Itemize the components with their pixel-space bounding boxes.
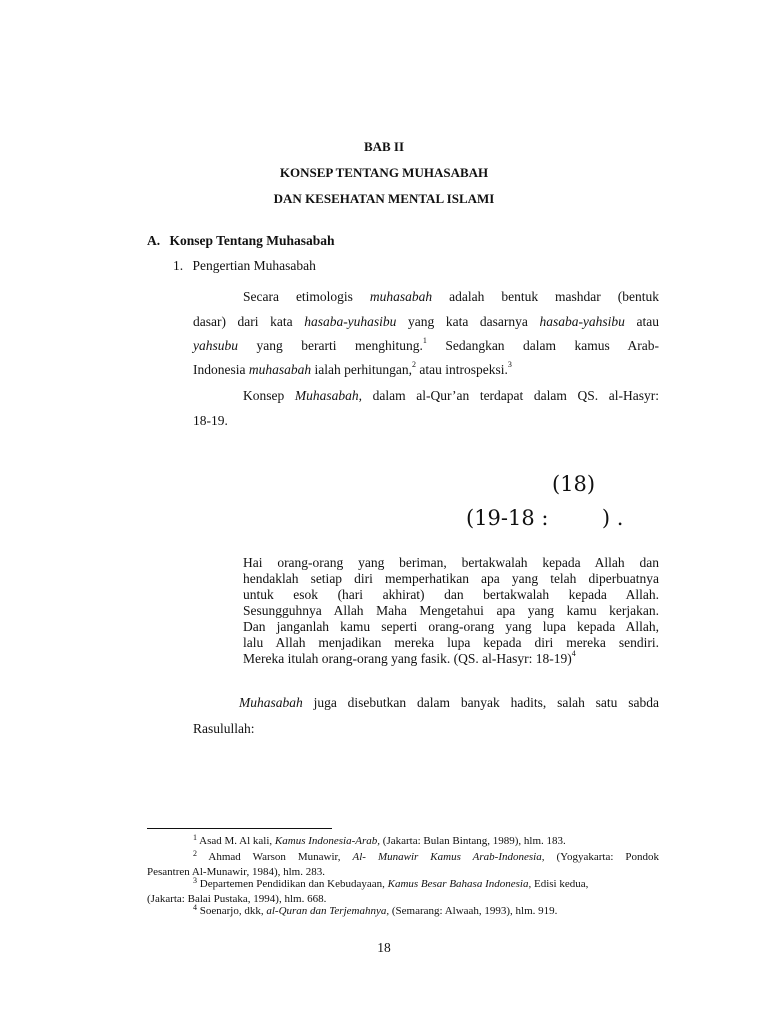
para3-line1: Muhasabah juga disebutkan dalam banyak hadits, salah satu sabda: [239, 695, 659, 710]
para1-line2: dasar) dari kata hasaba-yuhasibu yang kata dasarnya hasaba-yahsibu atau: [193, 314, 659, 329]
chapter-title-line2: DAN KESEHATAN MENTAL ISLAMI: [273, 191, 495, 206]
para1-line4: Indonesia muhasabah ialah perhitungan,$^2$ atau introspeksi.$^3$: [193, 360, 512, 377]
para2-line1: Konsep Muhasabah, dalam al-Qur’an terdapat dalam QS. al-Hasyr:: [243, 388, 660, 403]
footnote-3-cont: (Jakarta: Balai Pustaka, 1994), hlm. 668.: [147, 893, 327, 905]
page-number: 18: [377, 940, 391, 955]
footnote-4: $^4$ Soenarjo, dkk, al-Quran dan Terjemahnya, (Semarang: Alwaah, 1993), hlm. 919.: [193, 903, 558, 917]
footnote-2-cont: Pesantren Al-Munawir, 1984), hlm. 283.: [147, 866, 325, 878]
para3-line2: Rasulullah:: [193, 721, 255, 736]
quote-line1: Hai orang-orang yang beriman, bertakwalah kepada Allah dan: [243, 555, 659, 570]
chapter-title-line1: KONSEP TENTANG MUHASABAH: [279, 165, 489, 180]
subsection-heading: [173, 258, 316, 274]
subsection-title: Pengertian Muhasabah: [192, 258, 316, 273]
footnote-2: $^2$ Ahmad Warson Munawir, Al- Munawir Kamus Arab-Indonesia, (Yogyakarta: Pondok: [193, 849, 660, 863]
arabic-verse-number: (18): [552, 472, 596, 496]
section-heading: [147, 233, 335, 249]
footnote-1: $^1$ Asad M. Al kali, Kamus Indonesia-Arab, (Jakarta: Bulan Bintang, 1989), hlm. 183.: [193, 833, 566, 847]
quote-line2: hendaklah setiap diri memperhatikan apa yang telah diperbuatnya: [243, 571, 659, 586]
footnote-ref-4: 4: [571, 649, 576, 658]
arabic-verse-citation: (19-18 : ) .: [466, 506, 624, 530]
quote-line3: untuk esok (hari akhirat) dan bertakwalah kepada Allah.: [243, 587, 659, 602]
quote-line4: Sesungguhnya Allah Maha Mengetahui apa yang kamu kerjakan.: [243, 603, 659, 618]
footnote-3: $^3$ Departemen Pendidikan dan Kebudayaan, Kamus Besar Bahasa Indonesia, Edisi kedua,: [193, 876, 589, 890]
section-marker: A.: [147, 233, 161, 248]
subsection-number: 1.: [173, 258, 184, 273]
para1-line3: yahsubu yang berarti menghitung.$^1$ Sedangkan dalam kamus Arab-: [193, 336, 660, 353]
section-title: Konsep Tentang Muhasabah: [169, 233, 335, 248]
quote-line7: Mereka itulah orang-orang yang fasik. (QS. al-Hasyr: 18-19)$^4$: [243, 649, 576, 666]
footnote-ref-3: 3: [507, 360, 512, 369]
para2-line2: 18-19.: [193, 413, 228, 428]
footnote-separator: [147, 828, 332, 829]
footnote-ref-2: 2: [411, 360, 416, 369]
quote-line5: Dan janganlah kamu seperti orang-orang yang lupa kepada Allah,: [243, 619, 659, 634]
para1-line1: Secara etimologis muhasabah adalah bentuk mashdar (bentuk: [243, 289, 659, 304]
quote-line6: lalu Allah menjadikan mereka lupa kepada diri mereka sendiri.: [243, 635, 659, 650]
chapter-label: BAB II: [363, 139, 405, 154]
footnote-ref-1: 1: [422, 336, 427, 345]
